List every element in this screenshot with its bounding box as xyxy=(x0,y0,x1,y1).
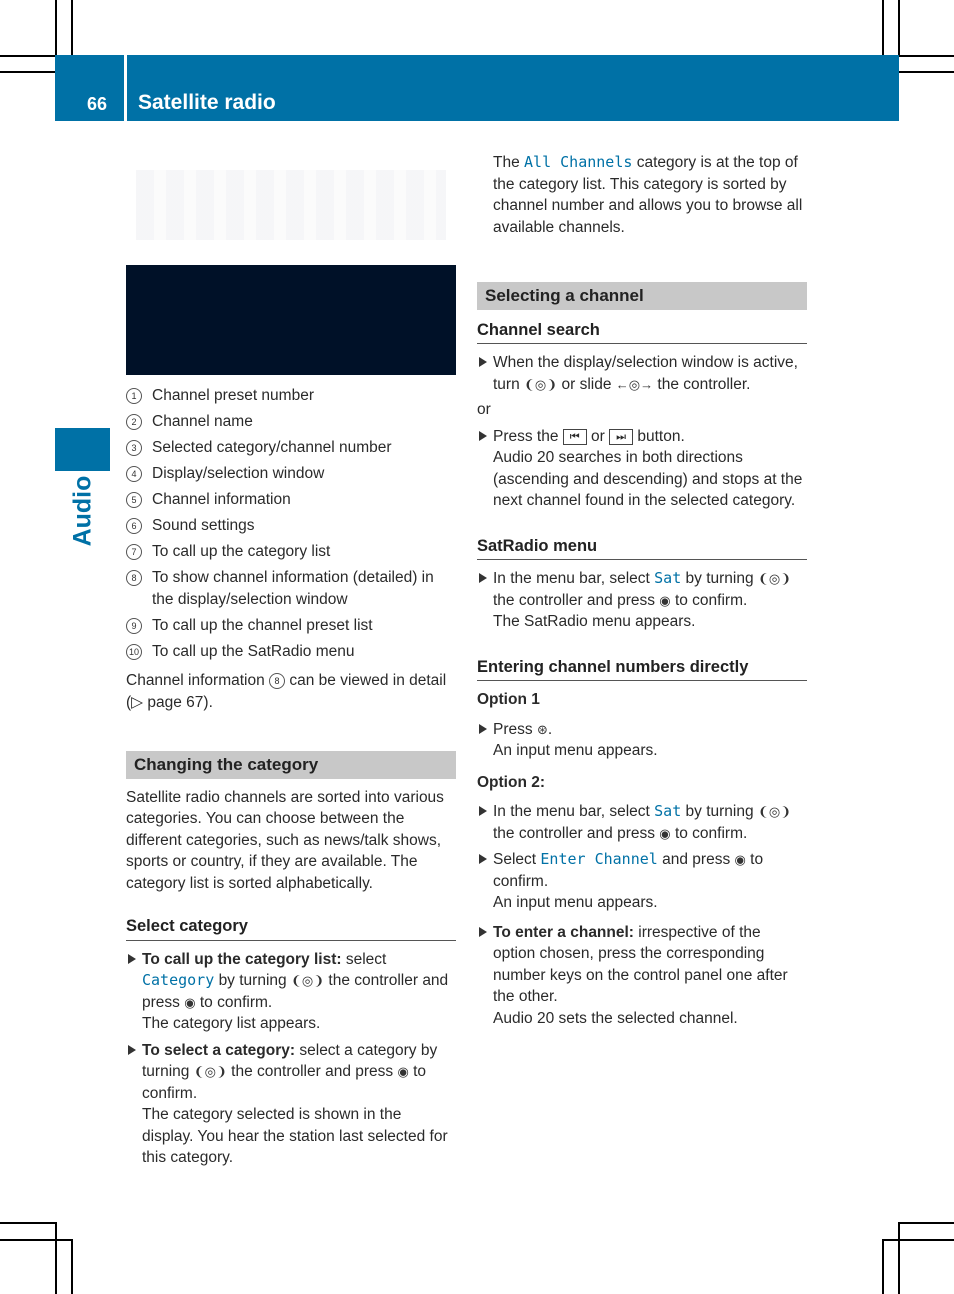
section-tab xyxy=(55,428,110,471)
step-result: An input menu appears. xyxy=(493,894,658,911)
menu-item-all-channels[interactable]: All Channels xyxy=(524,153,633,171)
step-satradio-menu: In the menu bar, select Sat by turning ❨◎❩ the controller and press ◉ to confirm. xyxy=(477,568,807,611)
controller-turn-icon: ❨◎❩ xyxy=(757,571,792,586)
step-result: The category list appears. xyxy=(142,1015,321,1032)
controller-press-icon: ◉ xyxy=(659,825,671,841)
menu-item-category[interactable]: Category xyxy=(142,971,215,989)
crop-mark xyxy=(899,71,954,73)
controller-press-icon: ◉ xyxy=(659,592,671,608)
page-reference[interactable]: ▷ page 67). xyxy=(131,693,213,711)
skip-back-icon[interactable]: ⏮ xyxy=(563,429,587,445)
crop-mark xyxy=(882,1239,954,1241)
section-heading-category: Changing the category xyxy=(126,751,456,779)
crop-mark xyxy=(0,1239,71,1241)
step-result: Audio 20 sets the selected channel. xyxy=(493,1009,738,1027)
crop-mark xyxy=(898,0,900,55)
legend-item: 7 To call up the category list xyxy=(126,541,456,563)
subheading-channel-search: Channel search xyxy=(477,320,807,345)
section-tab-label: Audio xyxy=(68,475,97,547)
or-label: or xyxy=(477,401,491,418)
crop-mark xyxy=(898,1222,900,1294)
crop-mark xyxy=(0,1222,55,1224)
step-call-up-category-list: To call up the category list: select Category by turning ❨◎❩ the controller and press ◉ to confirm. xyxy=(126,949,456,1014)
option-1-label: Option 1 xyxy=(477,691,540,708)
legend-item: 5 Channel information xyxy=(126,489,456,511)
step-result: The SatRadio menu appears. xyxy=(493,613,696,630)
crop-mark xyxy=(0,71,55,73)
controller-press-icon: ◉ xyxy=(734,852,746,867)
crop-mark xyxy=(71,0,73,55)
controller-press-icon: ◉ xyxy=(184,994,196,1010)
step-result: The category selected is shown in the display. You hear the station last selected for this category. xyxy=(142,1106,448,1166)
step-result: Audio 20 searches in both directions (ascending and descending) and stops at the next channel found in the selected category. xyxy=(493,449,803,509)
subheading-satradio-menu: SatRadio menu xyxy=(477,536,807,561)
screen-illustration xyxy=(126,265,456,375)
crop-mark xyxy=(71,1239,73,1294)
step-result: An input menu appears. xyxy=(493,742,658,759)
screen-illustration-faint xyxy=(126,140,456,258)
menu-item-sat[interactable]: Sat xyxy=(654,802,682,820)
crop-mark xyxy=(882,1239,884,1294)
channel-info-note: Channel information 8 can be viewed in detail (▷ page 67). xyxy=(126,672,447,711)
section-heading-select-channel: Selecting a channel xyxy=(477,282,807,310)
skip-forward-icon[interactable]: ⏭ xyxy=(609,429,633,445)
right-column xyxy=(477,152,807,1029)
category-paragraph: Satellite radio channels are sorted into various categories. You can choose between the different categories, such as news/talk shows, sports or country, if they are available. The category list is sorted alphabetically. xyxy=(126,788,444,892)
legend-item: 1 Channel preset number xyxy=(126,385,456,407)
legend-list xyxy=(126,385,456,662)
controller-slide-icon: ←◎→ xyxy=(615,376,654,392)
subheading-enter-channel-directly: Entering channel numbers directly xyxy=(477,657,807,682)
step-select-category: To select a category: select a category by turning ❨◎❩ the controller and press ◉ to confirm. xyxy=(126,1040,456,1105)
intro-paragraph: The All Channels category is at the top of the category list. This category is sorted by channel number and allows you to browse all available channels. xyxy=(493,153,803,236)
controller-press-icon: ◉ xyxy=(397,1064,409,1079)
menu-item-sat[interactable]: Sat xyxy=(654,569,682,587)
controller-turn-icon: ❨◎❩ xyxy=(193,1064,227,1079)
header-divider xyxy=(124,55,127,121)
legend-item: 3 Selected category/channel number xyxy=(126,437,456,459)
page-header xyxy=(55,55,899,121)
left-column xyxy=(126,140,456,1169)
step-enter-channel: To enter a channel: irrespective of the option chosen, press the corresponding number keys on the control panel one after the other. xyxy=(477,922,807,1008)
page-number: 66 xyxy=(87,94,108,114)
crop-mark xyxy=(0,55,55,57)
option-2-label: Option 2: xyxy=(477,773,546,791)
step-channel-search-turn: When the display/selection window is active, turn ❨◎❩ or slide ←◎→ the controller. xyxy=(477,352,807,395)
crop-mark xyxy=(55,1222,57,1294)
crop-mark xyxy=(882,0,884,55)
subheading-select-category: Select category xyxy=(126,916,456,941)
step-select-sat: In the menu bar, select Sat by turning ❨◎❩ the controller and press ◉ to confirm. xyxy=(477,801,807,844)
legend-item: 9 To call up the channel preset list xyxy=(126,615,456,637)
legend-item: 8 To show channel information (detailed) in the display/selection window xyxy=(126,567,456,610)
asterisk-key-icon[interactable]: ⊛ xyxy=(536,721,548,737)
page-title: Satellite radio xyxy=(138,91,276,114)
crop-mark xyxy=(899,55,954,57)
step-channel-search-button: Press the ⏮ or ⏭ button. xyxy=(477,426,807,448)
controller-turn-icon: ❨◎❩ xyxy=(290,973,325,988)
legend-item: 10 To call up the SatRadio menu xyxy=(126,641,456,663)
legend-item: 6 Sound settings xyxy=(126,515,456,537)
step-select-enter-channel: Select Enter Channel and press ◉ to confirm. xyxy=(477,849,807,892)
crop-mark xyxy=(55,0,57,55)
menu-item-enter-channel[interactable]: Enter Channel xyxy=(540,850,658,868)
controller-turn-icon: ❨◎❩ xyxy=(524,376,558,392)
legend-item: 4 Display/selection window xyxy=(126,463,456,485)
controller-turn-icon: ❨◎❩ xyxy=(757,804,792,819)
legend-number-icon: 8 xyxy=(269,673,285,689)
step-press-asterisk: Press ⊛. xyxy=(477,719,807,741)
legend-item: 2 Channel name xyxy=(126,411,456,433)
crop-mark xyxy=(898,1222,954,1224)
